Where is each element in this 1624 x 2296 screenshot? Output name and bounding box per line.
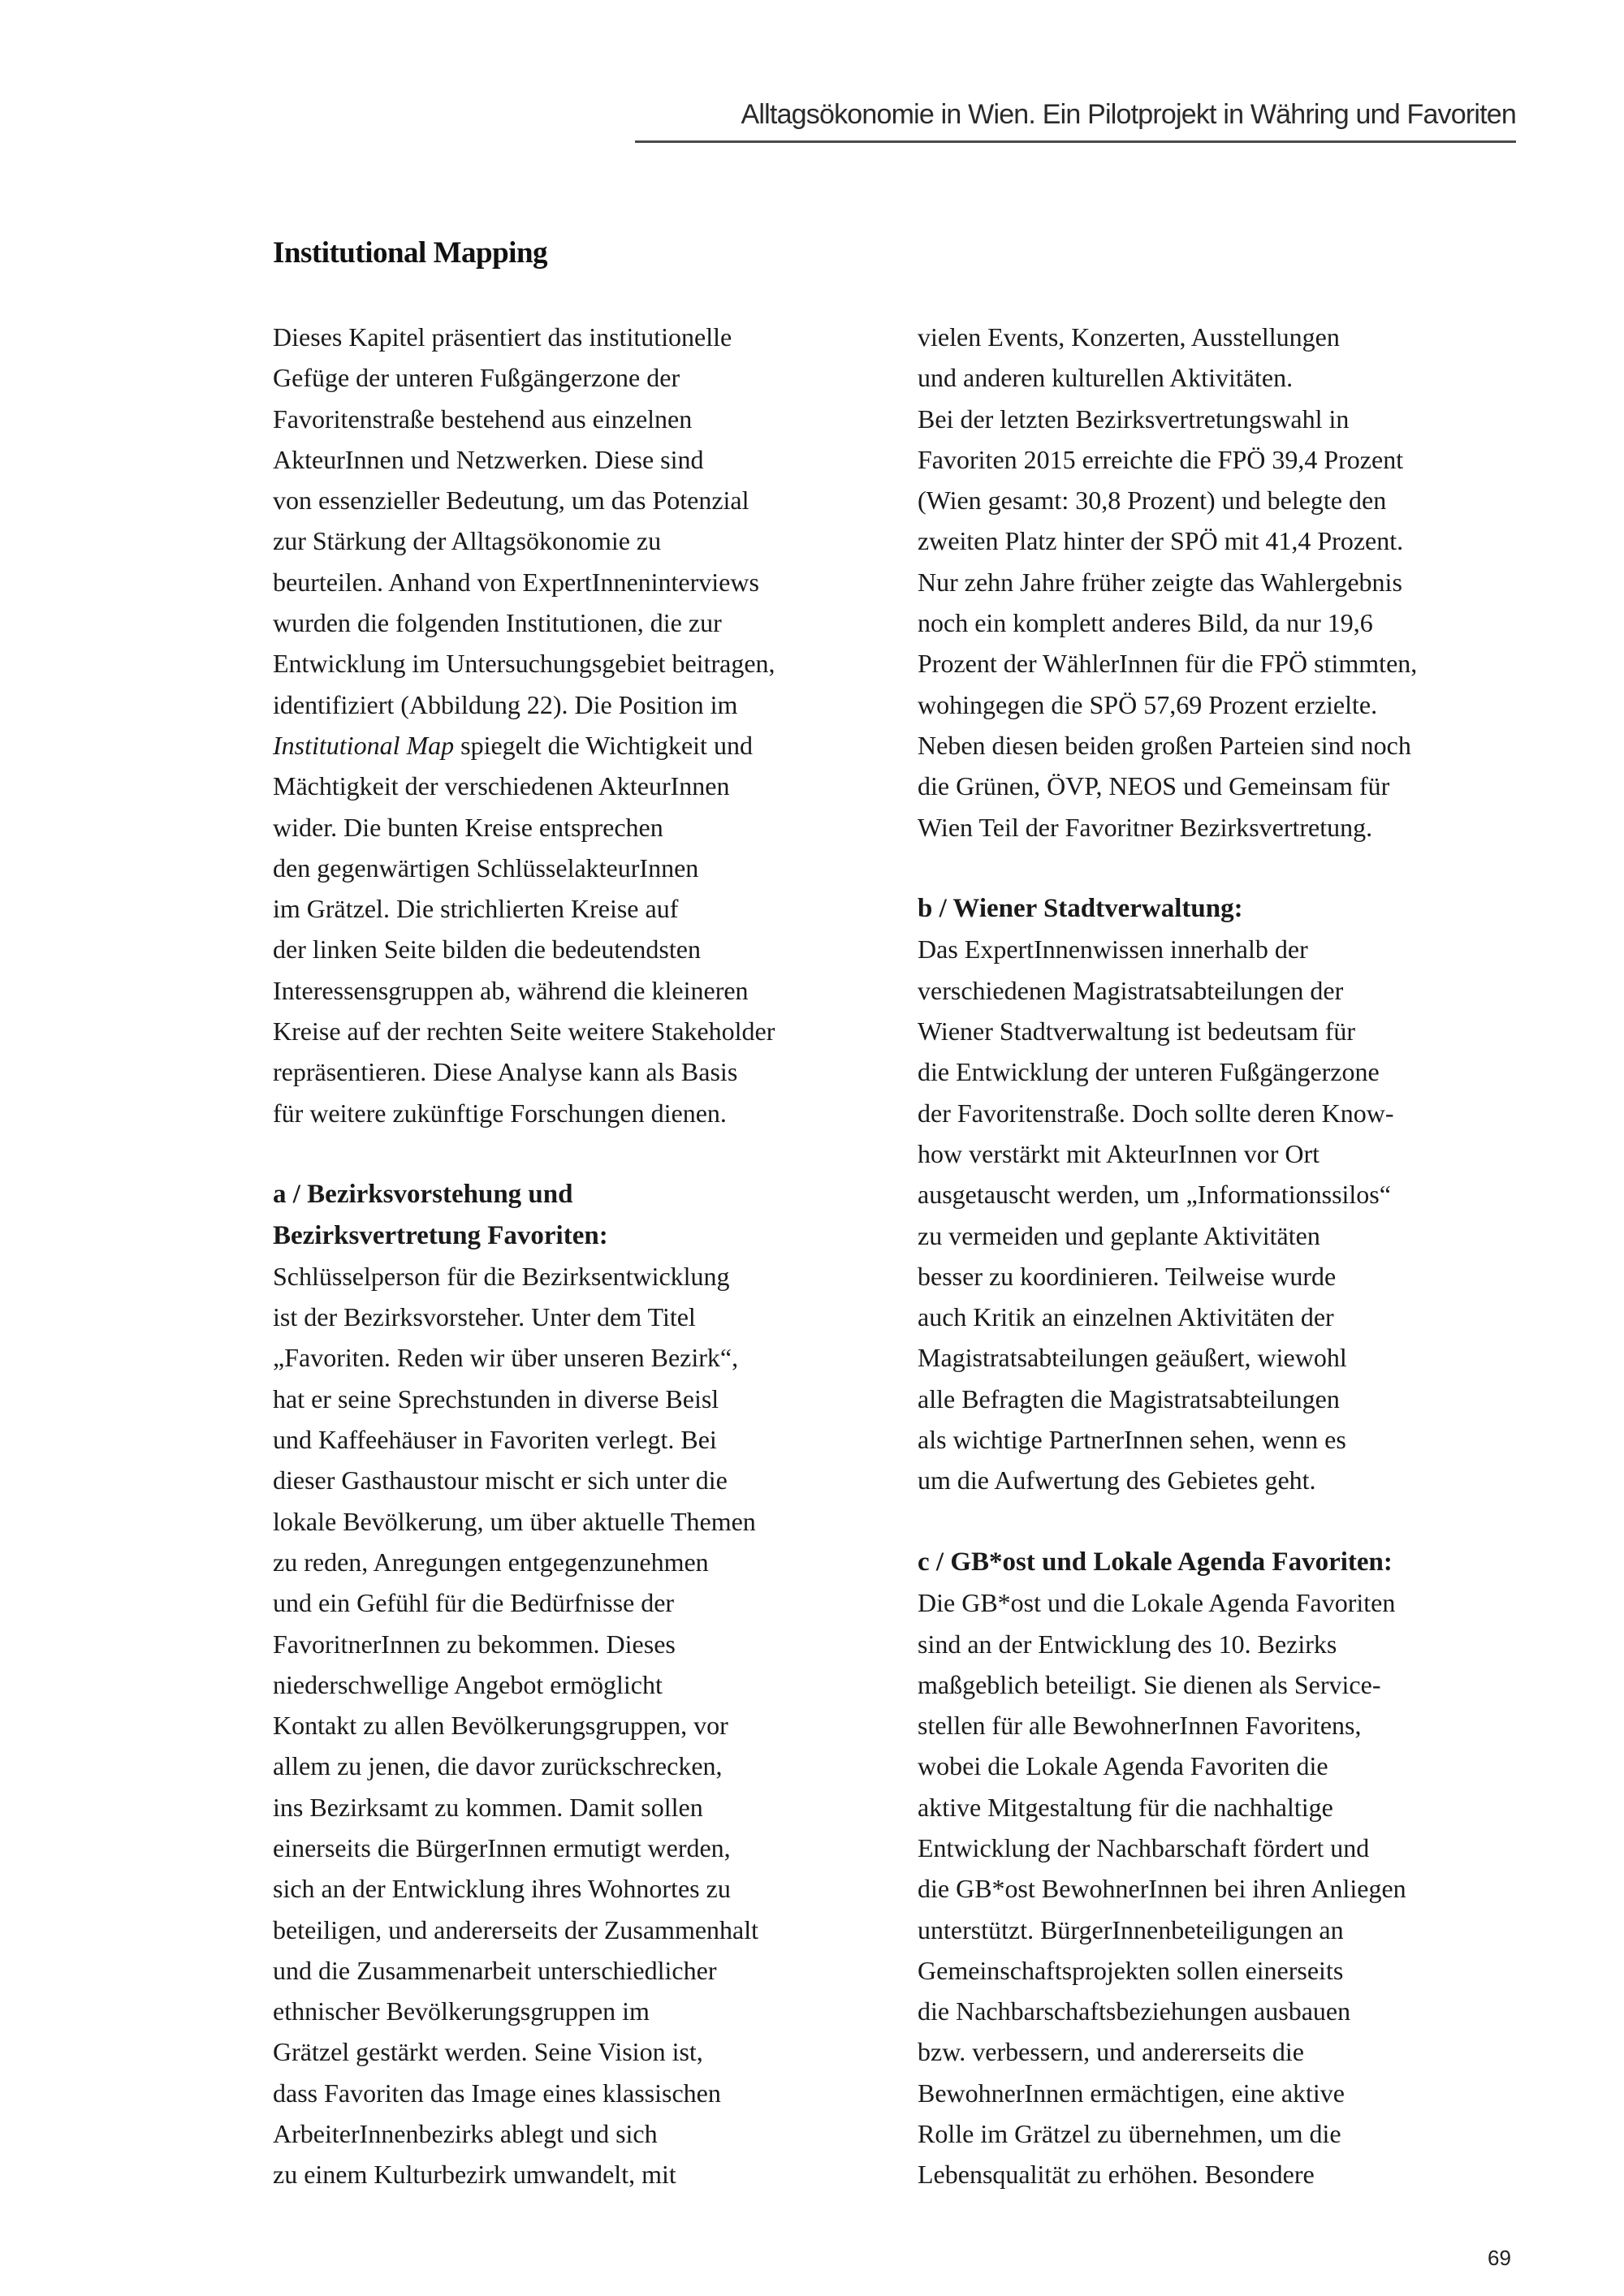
text-line: Prozent der WählerInnen für die FPÖ stimmten, bbox=[918, 649, 1418, 679]
paragraph bbox=[273, 1256, 890, 2195]
text-line: how verstärkt mit AkteurInnen vor Ort bbox=[918, 1138, 1320, 1168]
text-line: und anderen kulturellen Aktivitäten. bbox=[918, 363, 1294, 393]
text-line: zur Stärkung der Alltagsökonomie zu bbox=[273, 526, 662, 556]
text-line: Gemeinschaftsprojekten sollen einerseits bbox=[918, 1955, 1344, 1985]
text-line: sich an der Entwicklung ihres Wohnortes zu bbox=[273, 1874, 731, 1904]
text-line: wobei die Lokale Agenda Favoriten die bbox=[918, 1751, 1328, 1781]
subsection-heading bbox=[918, 1542, 1535, 1582]
text-line: besser zu koordinieren. Teilweise wurde bbox=[918, 1261, 1337, 1291]
text-segment: spiegelt die Wichtigkeit und bbox=[454, 730, 753, 760]
paragraph bbox=[273, 317, 890, 1133]
text-line: Bezirksvertretung Favoriten: bbox=[273, 1220, 608, 1250]
text-line: Nur zehn Jahre früher zeigte das Wahlergebnis bbox=[918, 567, 1402, 597]
text-line: Gefüge der unteren Fußgängerzone der bbox=[273, 363, 680, 393]
text-line: BewohnerInnen ermächtigen, eine aktive bbox=[918, 2078, 1345, 2108]
text-line: auch Kritik an einzelnen Aktivitäten der bbox=[918, 1302, 1334, 1332]
text-line: allem zu jenen, die davor zurückschrecken, bbox=[273, 1751, 723, 1781]
section-title: Institutional Mapping bbox=[273, 236, 548, 270]
text-line: Dieses Kapitel präsentiert das institutionelle bbox=[273, 322, 732, 352]
paragraph-spacer bbox=[273, 1133, 890, 1174]
text-line: der Favoritenstraße. Doch sollte deren Know- bbox=[918, 1098, 1394, 1128]
text-line: wider. Die bunten Kreise entsprechen bbox=[273, 812, 663, 842]
text-line: und ein Gefühl für die Bedürfnisse der bbox=[273, 1588, 675, 1618]
text-line: für weitere zukünftige Forschungen dienen. bbox=[273, 1098, 727, 1128]
text-line: Mächtigkeit der verschiedenen AkteurInnen bbox=[273, 771, 730, 801]
text-line: die Grünen, ÖVP, NEOS und Gemeinsam für bbox=[918, 771, 1390, 801]
text-line: Das ExpertInnenwissen innerhalb der bbox=[918, 934, 1308, 965]
text-line: hat er seine Sprechstunden in diverse Beisl bbox=[273, 1383, 719, 1413]
italic-term: Institutional Map bbox=[273, 730, 455, 760]
text-line: Magistratsabteilungen geäußert, wiewohl bbox=[918, 1343, 1347, 1373]
text-line: stellen für alle BewohnerInnen Favoritens, bbox=[918, 1711, 1362, 1741]
page-number: 69 bbox=[1488, 2246, 1511, 2270]
text-line: um die Aufwertung des Gebietes geht. bbox=[918, 1465, 1316, 1495]
text-line: die GB*ost BewohnerInnen bei ihren Anliegen bbox=[918, 1874, 1406, 1904]
text-line: ArbeiterInnenbezirks ablegt und sich bbox=[273, 2119, 658, 2149]
text-line: der linken Seite bilden die bedeutendsten bbox=[273, 934, 701, 965]
text-line: bzw. verbessern, und andererseits die bbox=[918, 2037, 1304, 2067]
text-line: lokale Bevölkerung, um über aktuelle Themen bbox=[273, 1506, 756, 1536]
text-line: Die GB*ost und die Lokale Agenda Favoriten bbox=[918, 1588, 1396, 1618]
text-line: zweiten Platz hinter der SPÖ mit 41,4 Prozent. bbox=[918, 526, 1404, 556]
running-head: Alltagsökonomie in Wien. Ein Pilotprojekt in Währing und Favoriten bbox=[741, 99, 1516, 130]
paragraph-spacer bbox=[918, 848, 1535, 888]
text-line: AkteurInnen und Netzwerken. Diese sind bbox=[273, 444, 704, 474]
text-line: einerseits die BürgerInnen ermutigt werden, bbox=[273, 1832, 731, 1862]
text-line: und die Zusammenarbeit unterschiedlicher bbox=[273, 1955, 717, 1985]
text-line: Wiener Stadtverwaltung ist bedeutsam für bbox=[918, 1016, 1355, 1047]
paragraph bbox=[918, 1582, 1535, 2195]
text-line: Kontakt zu allen Bevölkerungsgruppen, vor bbox=[273, 1711, 728, 1741]
text-line: wurden die folgenden Institutionen, die zur bbox=[273, 608, 722, 638]
text-line: alle Befragten die Magistratsabteilungen bbox=[918, 1383, 1340, 1413]
text-line: vielen Events, Konzerten, Ausstellungen bbox=[918, 322, 1340, 352]
text-line: beteiligen, und andererseits der Zusammenhalt bbox=[273, 1914, 759, 1944]
text-line: dass Favoriten das Image eines klassischen bbox=[273, 2078, 721, 2108]
text-line: Bei der letzten Bezirksvertretungswahl in bbox=[918, 404, 1350, 434]
text-line: zu reden, Anregungen entgegenzunehmen bbox=[273, 1547, 709, 1577]
text-line: beurteilen. Anhand von ExpertInneninterviews bbox=[273, 567, 759, 597]
header-rule bbox=[635, 140, 1516, 143]
text-line: Lebensqualität zu erhöhen. Besondere bbox=[918, 2160, 1315, 2190]
text-line: maßgeblich beteiligt. Sie dienen als Service- bbox=[918, 1669, 1381, 1699]
text-line bbox=[273, 725, 890, 766]
text-line: sind an der Entwicklung des 10. Bezirks bbox=[918, 1629, 1337, 1659]
text-line: Favoritenstraße bestehend aus einzelnen bbox=[273, 404, 693, 434]
text-line: niederschwellige Angebot ermöglicht bbox=[273, 1669, 663, 1699]
text-line: und Kaffeehäuser in Favoriten verlegt. Bei bbox=[273, 1425, 717, 1455]
left-column bbox=[273, 317, 890, 2195]
text-line: Favoriten 2015 erreichte die FPÖ 39,4 Prozent bbox=[918, 444, 1404, 474]
text-line: verschiedenen Magistratsabteilungen der bbox=[918, 975, 1344, 1005]
text-line: Rolle im Grätzel zu übernehmen, um die bbox=[918, 2119, 1341, 2149]
text-line: repräsentieren. Diese Analyse kann als Basis bbox=[273, 1057, 738, 1087]
text-line: Kreise auf der rechten Seite weitere Stakeholder bbox=[273, 1016, 775, 1047]
text-line: im Grätzel. Die strichlierten Kreise auf bbox=[273, 894, 679, 924]
text-line: noch ein komplett anderes Bild, da nur 19,6 bbox=[918, 608, 1373, 638]
text-line: Interessensgruppen ab, während die kleineren bbox=[273, 975, 749, 1005]
text-line: ausgetauscht werden, um „Informationssilos“ bbox=[918, 1180, 1391, 1210]
text-line: aktive Mitgestaltung für die nachhaltige bbox=[918, 1792, 1333, 1822]
text-line: Grätzel gestärkt werden. Seine Vision ist, bbox=[273, 2037, 703, 2067]
paragraph bbox=[918, 929, 1535, 1500]
text-line: ist der Bezirksvorsteher. Unter dem Titel bbox=[273, 1302, 696, 1332]
text-line: identifiziert (Abbildung 22). Die Position im bbox=[273, 689, 738, 719]
text-line: von essenzieller Bedeutung, um das Potenzial bbox=[273, 486, 749, 516]
text-line: wohingegen die SPÖ 57,69 Prozent erzielte. bbox=[918, 689, 1378, 719]
text-line: Wien Teil der Favoritner Bezirksvertretung. bbox=[918, 812, 1373, 842]
text-line: (Wien gesamt: 30,8 Prozent) und belegte den bbox=[918, 486, 1387, 516]
text-line: FavoritnerInnen zu bekommen. Dieses bbox=[273, 1629, 676, 1659]
paragraph-spacer bbox=[918, 1501, 1535, 1542]
text-line: unterstützt. BürgerInnenbeteiligungen an bbox=[918, 1914, 1344, 1944]
text-line: als wichtige PartnerInnen sehen, wenn es bbox=[918, 1425, 1346, 1455]
text-line: Neben diesen beiden großen Parteien sind noch bbox=[918, 730, 1411, 760]
text-line: ethnischer Bevölkerungsgruppen im bbox=[273, 1996, 650, 2026]
text-line: „Favoriten. Reden wir über unseren Bezirk“, bbox=[273, 1343, 739, 1373]
paragraph bbox=[918, 317, 1535, 848]
text-line: c / GB*ost und Lokale Agenda Favoriten: bbox=[918, 1547, 1393, 1577]
text-line: Schlüsselperson für die Bezirksentwicklung bbox=[273, 1261, 730, 1291]
text-line: b / Wiener Stadtverwaltung: bbox=[918, 894, 1243, 924]
text-line: ins Bezirksamt zu kommen. Damit sollen bbox=[273, 1792, 703, 1822]
text-line: Entwicklung der Nachbarschaft fördert und bbox=[918, 1832, 1370, 1862]
text-line: zu vermeiden und geplante Aktivitäten bbox=[918, 1220, 1320, 1250]
text-line: die Entwicklung der unteren Fußgängerzone bbox=[918, 1057, 1380, 1087]
text-line: dieser Gasthaustour mischt er sich unter die bbox=[273, 1465, 728, 1495]
subsection-heading bbox=[273, 1174, 890, 1256]
text-line: die Nachbarschaftsbeziehungen ausbauen bbox=[918, 1996, 1351, 2026]
subsection-heading bbox=[918, 888, 1535, 929]
text-line: a / Bezirksvorstehung und bbox=[273, 1180, 573, 1210]
text-line: Entwicklung im Untersuchungsgebiet beitragen, bbox=[273, 649, 775, 679]
right-column bbox=[918, 317, 1535, 2195]
text-line: zu einem Kulturbezirk umwandelt, mit bbox=[273, 2160, 676, 2190]
text-line: den gegenwärtigen SchlüsselakteurInnen bbox=[273, 852, 699, 883]
